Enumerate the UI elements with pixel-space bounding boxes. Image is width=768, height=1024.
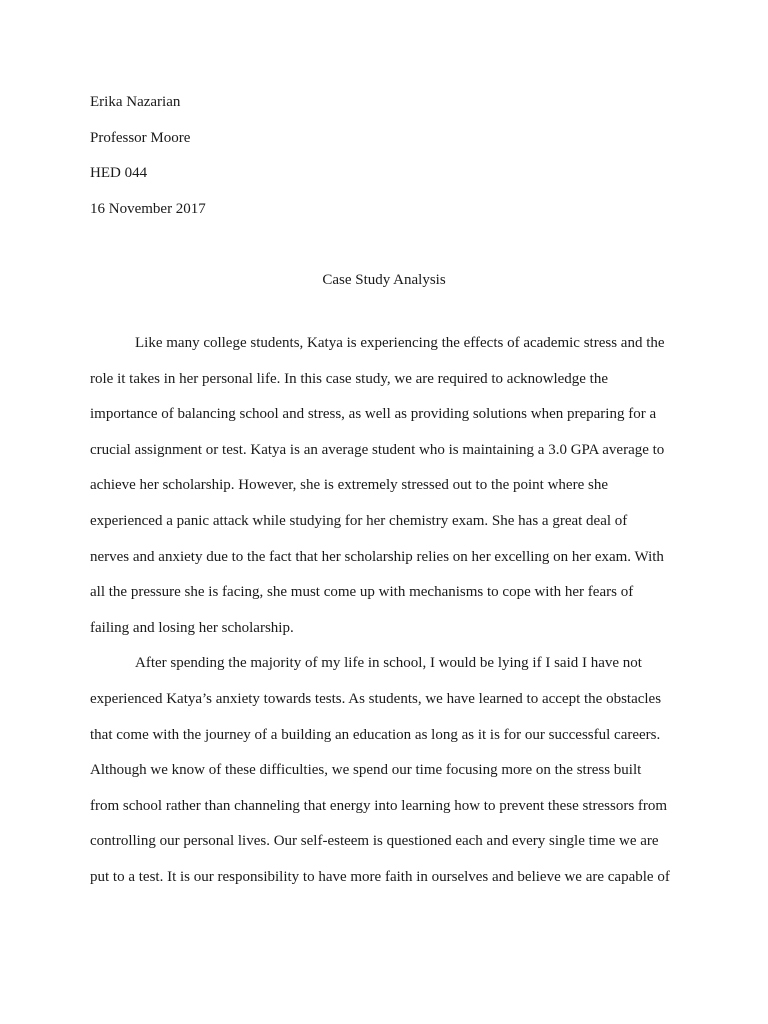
document-body — [90, 326, 670, 896]
document-date: 16 November 2017 — [90, 201, 206, 217]
course-code: HED 044 — [90, 165, 148, 181]
paragraph-1: Like many college students, Katya is experiencing the effects of academic stress and the role it takes in her personal life. In this case study, we are required to acknowledge the importance of balancing school and stress, as well as providing solutions when preparing for a crucial assignment or test. Katya is an average student who is maintaining a 3.0 GPA average to achieve her scholarship. However, she is extremely stressed out to the point where she experienced a panic attack while studying for her chemistry exam. She has a great deal of nerves and anxiety due to the fact that her scholarship relies on her excelling on her exam. With all the pressure she is facing, she must come up with mechanisms to cope with her fears of failing and losing her scholarship. — [90, 335, 665, 636]
paragraph-2: After spending the majority of my life in school, I would be lying if I said I have not experienced Katya’s anxiety towards tests. As students, we have learned to accept the obstacles that come with the journey of a building an education as long as it is for our successful careers. Although we know of these difficulties, we spend our time focusing more on the stress built from school rather than channeling that energy into learning how to prevent these stressors from controlling our personal lives. Our self-esteem is questioned each and every single time we are put to a test. It is our responsibility to have more faith in ourselves and believe we are capable of — [90, 655, 670, 885]
professor-name: Professor Moore — [90, 130, 191, 146]
author-name: Erika Nazarian — [90, 94, 181, 110]
document-title: Case Study Analysis — [322, 272, 446, 288]
